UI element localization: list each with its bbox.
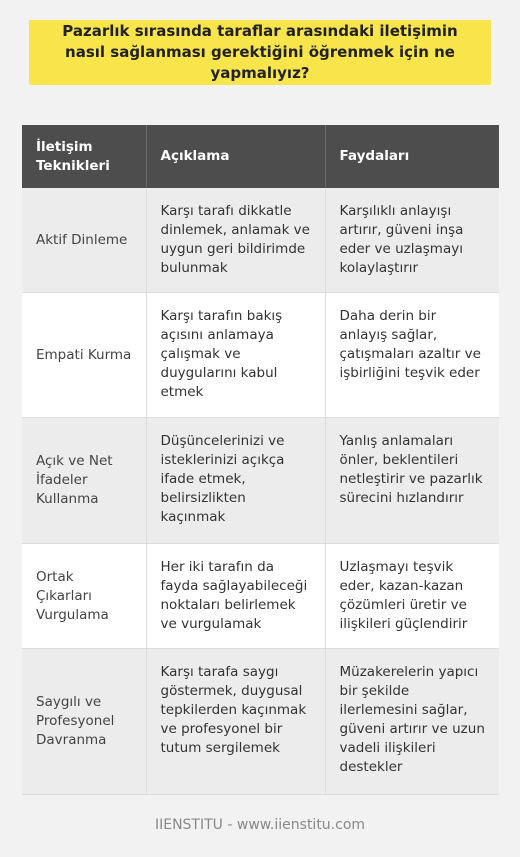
table-row [22, 188, 499, 293]
description-cell: Karşı tarafın bakış açısını anlamaya çalışmak ve duygularını kabul etmek [146, 293, 325, 418]
benefits-cell: Uzlaşmayı teşvik eder, kazan-kazan çözümleri üretir ve ilişkileri güçlendirir [325, 544, 499, 649]
description-cell: Karşı tarafa saygı göstermek, duygusal tepkilerden kaçınmak ve profesyonel bir tutum sergilemek [146, 649, 325, 795]
benefits-cell: Karşılıklı anlayışı artırır, güveni inşa eder ve uzlaşmayı kolaylaştırır [325, 188, 499, 293]
header-description: Açıklama [146, 125, 325, 188]
benefits-cell: Müzakerelerin yapıcı bir şekilde ilerlemesini sağlar, güveni artırır ve uzun vadeli ilişkileri destekler [325, 649, 499, 795]
header-techniques: İletişim Teknikleri [22, 125, 146, 188]
technique-cell: Ortak Çıkarları Vurgulama [22, 544, 146, 649]
table-row [22, 418, 499, 544]
header-benefits: Faydaları [325, 125, 499, 188]
description-cell: Karşı tarafı dikkatle dinlemek, anlamak ve uygun geri bildirimde bulunmak [146, 188, 325, 293]
table-header-row [22, 125, 499, 188]
table-row [22, 544, 499, 649]
technique-cell: Empati Kurma [22, 293, 146, 418]
benefits-cell: Yanlış anlamaları önler, beklentileri netleştirir ve pazarlık sürecini hızlandırır [325, 418, 499, 544]
title-banner [29, 20, 491, 85]
technique-cell: Saygılı ve Profesyonel Davranma [22, 649, 146, 795]
technique-cell: Aktif Dinleme [22, 188, 146, 293]
technique-cell: Açık ve Net İfadeler Kullanma [22, 418, 146, 544]
table-row [22, 293, 499, 418]
table-row [22, 649, 499, 795]
description-cell: Her iki tarafın da fayda sağlayabileceği noktaları belirlemek ve vurgulamak [146, 544, 325, 649]
communication-techniques-table [22, 125, 499, 795]
benefits-cell: Daha derin bir anlayış sağlar, çatışmaları azaltır ve işbirliğini teşvik eder [325, 293, 499, 418]
page-title: Pazarlık sırasında taraflar arasındaki iletişimin nasıl sağlanması gerektiğini öğrenmek için ne yapmalıyız? [62, 22, 458, 82]
description-cell: Düşüncelerinizi ve isteklerinizi açıkça ifade etmek, belirsizlikten kaçınmak [146, 418, 325, 544]
footer-credit: IIENSTITU - www.iienstitu.com [154, 817, 366, 833]
